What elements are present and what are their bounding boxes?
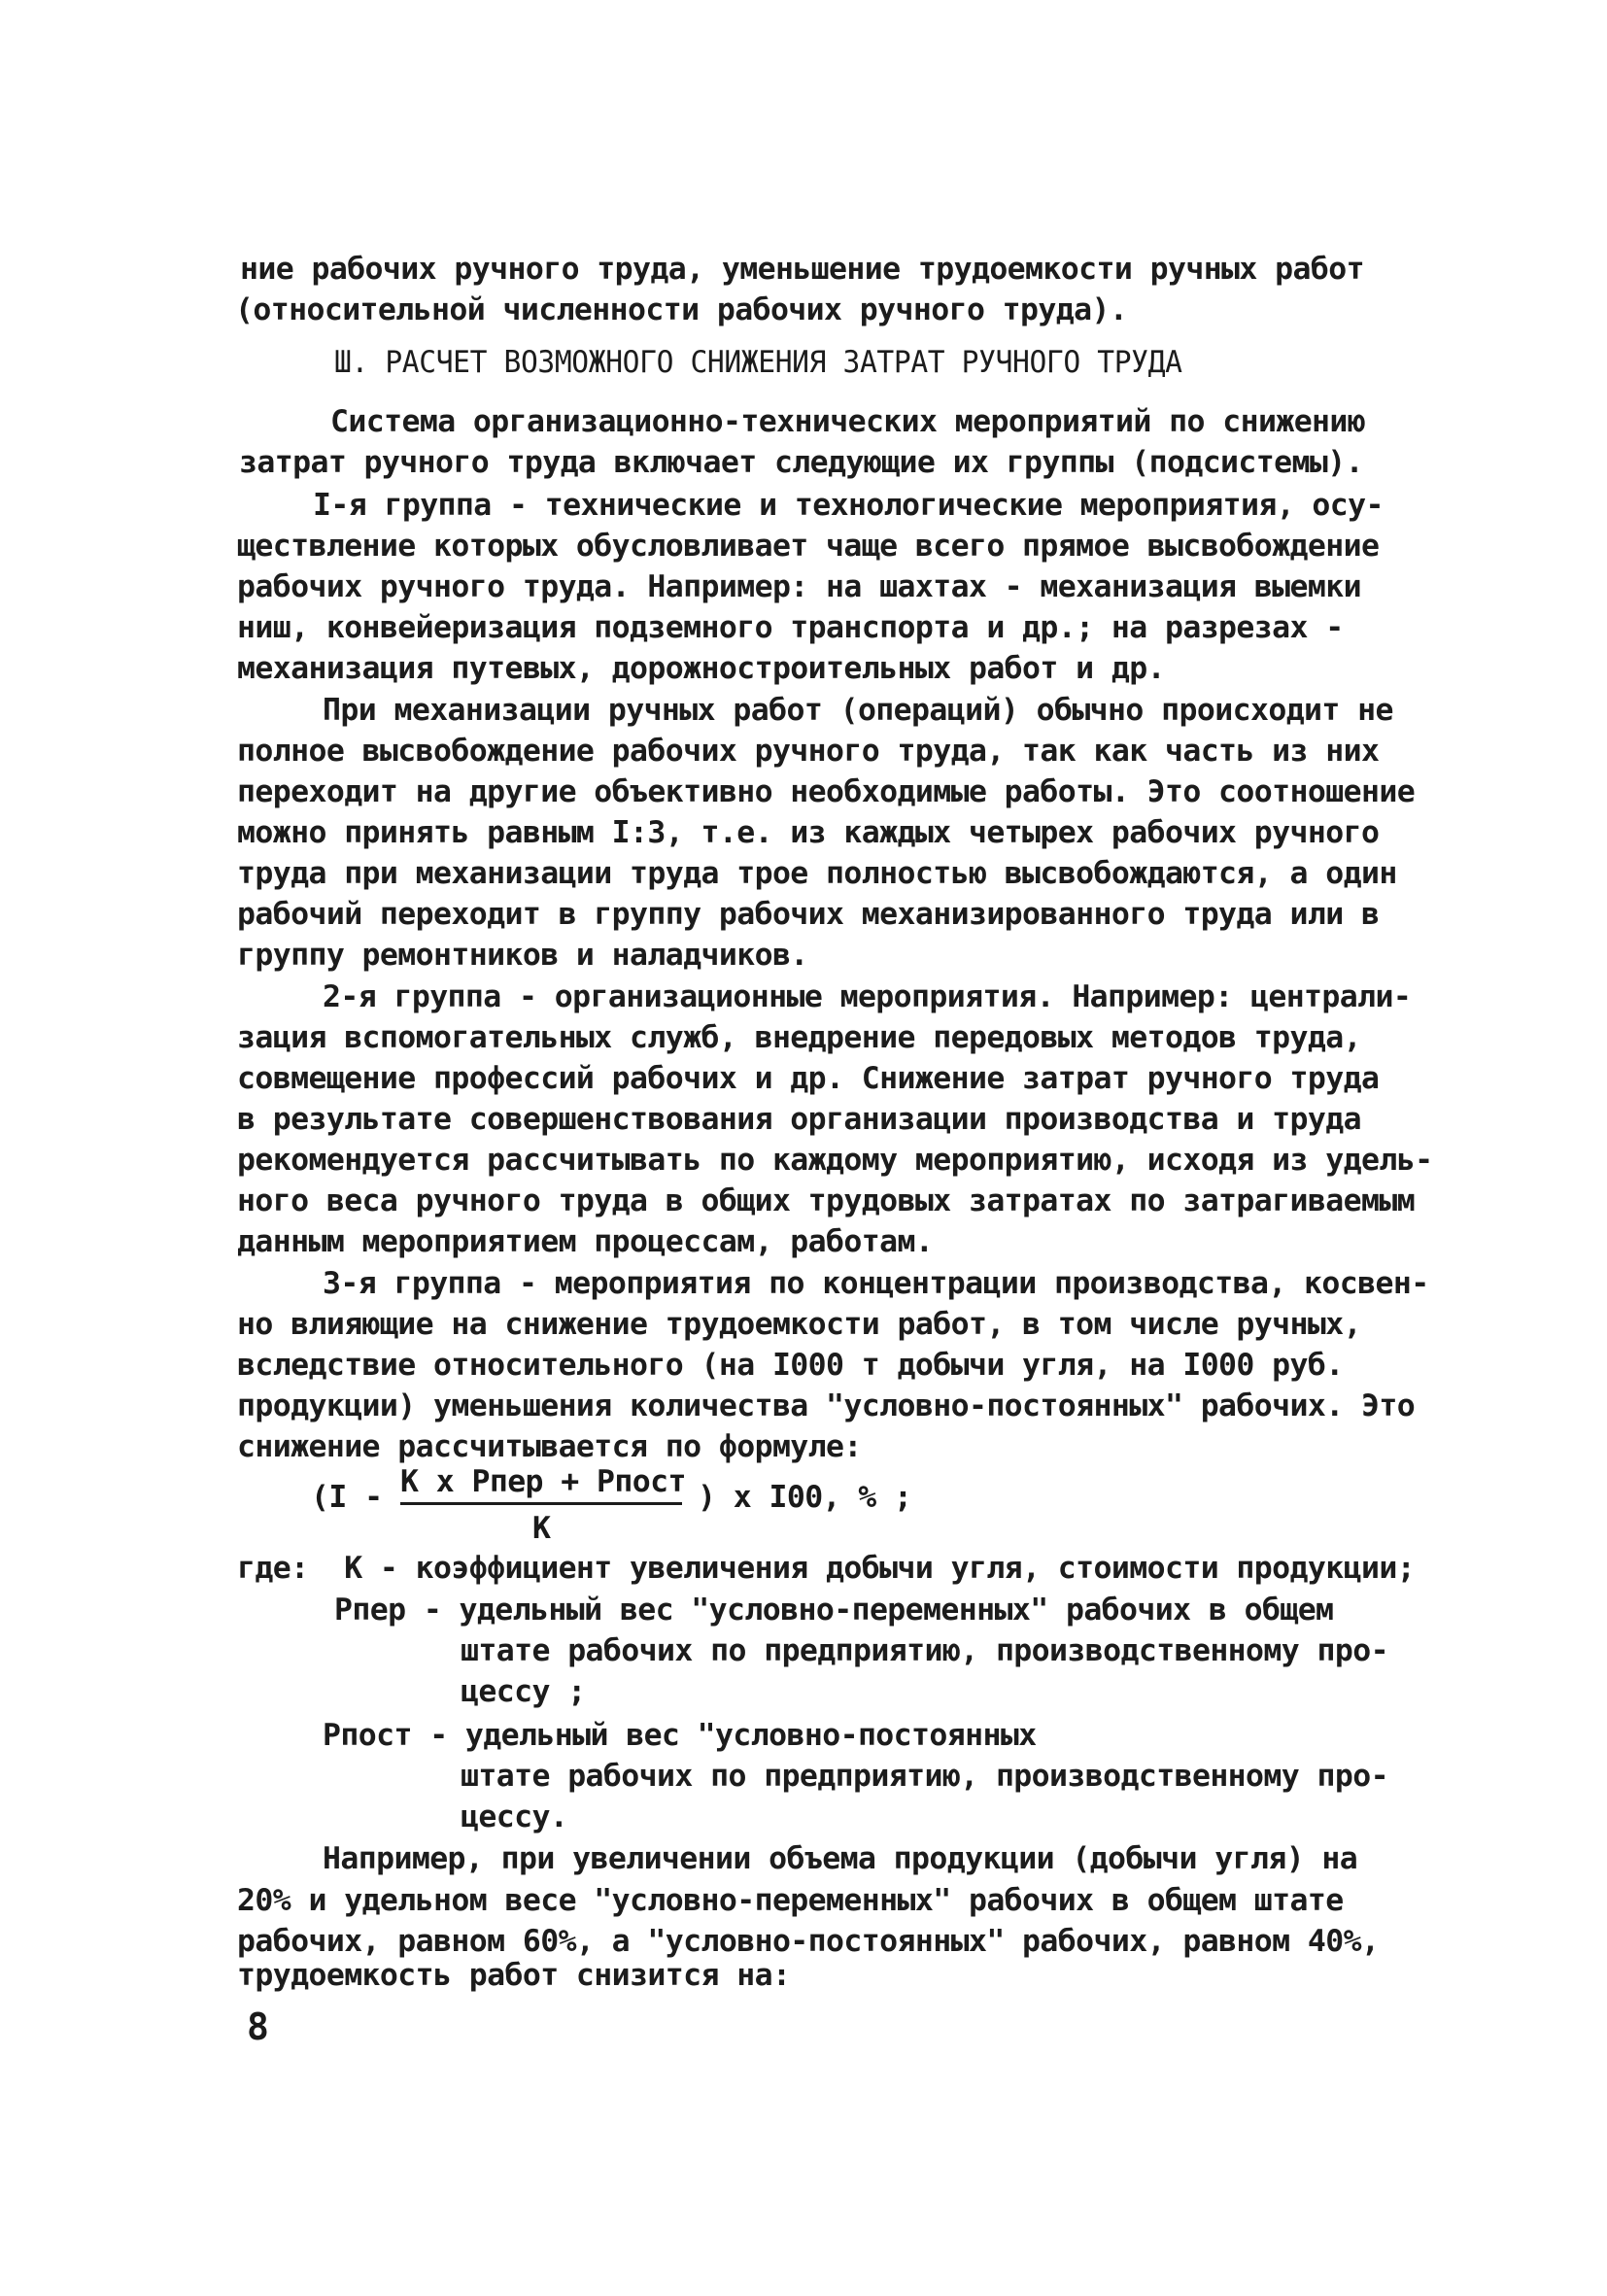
text-line: совмещение профессий рабочих и др. Снижение затрат ручного труда — [237, 1061, 1380, 1096]
text-line: Рпост - удельный вес "условно-постоянных — [323, 1718, 1037, 1753]
text-line: механизация путевых, дорожностроительных работ и др. — [237, 651, 1165, 686]
text-line: (относительной численности рабочих ручного труда). — [235, 292, 1128, 327]
text-line: рабочий переходит в группу рабочих механизированного труда или в — [237, 897, 1380, 932]
text-line: Система организационно-технических мероприятий по снижению — [330, 404, 1366, 439]
text-line: зация вспомогательных служб, внедрение передовых методов труда, — [237, 1020, 1361, 1055]
text-line: затрат ручного труда включает следующие их группы (подсистемы). — [239, 445, 1363, 480]
text-line: штате рабочих по предприятию, производственному про- — [461, 1759, 1388, 1794]
text-line: рабочих ручного труда. Например: на шахтах - механизация выемки — [237, 569, 1361, 604]
page-number: 8 — [247, 2005, 269, 2048]
text-line: можно принять равным I:3, т.е. из каждых четырех рабочих ручного — [237, 815, 1380, 850]
fraction-bar — [400, 1502, 682, 1505]
text-line: цессу. — [461, 1799, 568, 1834]
text-line: трудоемкость работ снизится на: — [237, 1958, 791, 1993]
text-line: ного веса ручного труда в общих трудовых затратах по затрагиваемым — [237, 1183, 1416, 1218]
text-line: ние рабочих ручного труда, уменьшение трудоемкости ручных работ — [240, 252, 1364, 287]
text-line: труда при механизации труда трое полностью высвобождаются, а один — [237, 856, 1397, 891]
formula — [311, 1464, 933, 1560]
section-heading: Ш. РАСЧЕТ ВОЗМОЖНОГО СНИЖЕНИЯ ЗАТРАТ РУЧНОГО ТРУДА — [334, 345, 1182, 380]
formula-close: ) х I00, % ; — [698, 1480, 912, 1515]
text-line: Например, при увеличении объема продукции (добычи угля) на — [323, 1841, 1358, 1876]
text-line: но влияющие на снижение трудоемкости работ, в том числе ручных, — [237, 1307, 1361, 1342]
text-line: Рпер - удельный вес "условно-переменных" рабочих в общем — [334, 1593, 1334, 1628]
text-line: 2-я группа - организационные мероприятия. Например: централи- — [323, 979, 1412, 1014]
formula-numerator: К х Рпер + Рпост — [400, 1464, 686, 1499]
text-line: полное высвобождение рабочих ручного труда, так как часть из них — [237, 734, 1380, 769]
text-line: переходит на другие объективно необходимые работы. Это соотношение — [237, 774, 1416, 809]
text-line: рабочих, равном 60%, а "условно-постоянных" рабочих, равном 40%, — [237, 1924, 1380, 1959]
text-line: группу ремонтников и наладчиков. — [237, 938, 808, 973]
text-line: штате рабочих по предприятию, производственному про- — [461, 1633, 1388, 1668]
text-line: рекомендуется рассчитывать по каждому мероприятию, исходя из удель- — [237, 1143, 1433, 1178]
text-line: цессу ; — [461, 1674, 586, 1709]
formula-denominator: К — [532, 1511, 551, 1546]
text-line: данным мероприятием процессам, работам. — [237, 1224, 934, 1259]
text-line: ниш, конвейеризация подземного транспорта и др.; на разрезах - — [237, 610, 1344, 645]
text-line: снижение рассчитывается по формуле: — [237, 1429, 862, 1464]
formula-open: (I - — [311, 1480, 383, 1515]
text-line: I-я группа - технические и технологические мероприятия, осу- — [313, 488, 1384, 523]
text-line: 3-я группа - мероприятия по концентрации производства, косвен- — [323, 1266, 1429, 1301]
text-line: вследствие относительного (на I000 т добычи угля, на I000 руб. — [237, 1348, 1344, 1383]
text-line: При механизации ручных работ (операций) обычно происходит не — [323, 693, 1393, 728]
text-line: где: К - коэффициент увеличения добычи угля, стоимости продукции; — [237, 1551, 1416, 1586]
text-line: продукции) уменьшения количества "условно-постоянных" рабочих. Это — [237, 1388, 1416, 1423]
text-line: ществление которых обусловливает чаще всего прямое высвобождение — [237, 529, 1380, 564]
text-line: в результате совершенствования организации производства и труда — [237, 1102, 1361, 1137]
text-line: 20% и удельном весе "условно-переменных" рабочих в общем штате — [237, 1883, 1344, 1918]
